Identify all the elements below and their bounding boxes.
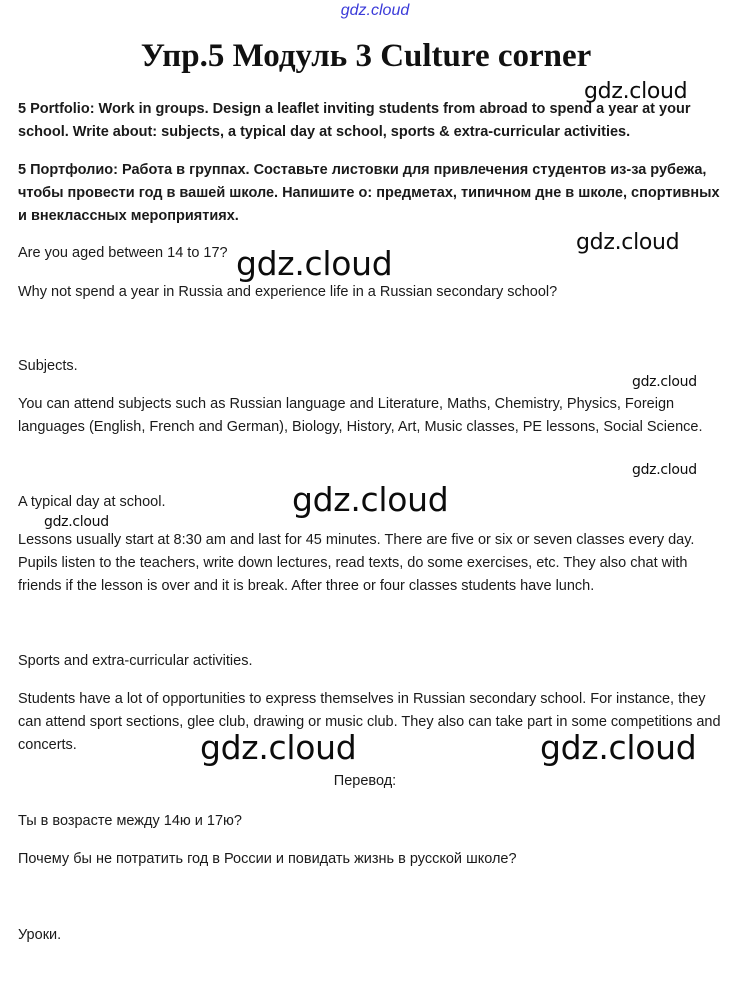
watermark: gdz.cloud [540,728,697,767]
sports-text: Students have a lot of opportunities to express themselves in Russian secondary school. For instance, they can attend sport sections, glee club, drawing or music club. They also can take part in some competitions and concerts. [18,691,721,753]
ru-subjects-heading: Уроки. [18,927,62,943]
watermark: gdz.cloud [292,480,449,519]
watermark: gdz.cloud [200,728,357,767]
question-year-in-russia: Why not spend a year in Russia and experience life in a Russian secondary school? [18,284,558,300]
watermark: gdz.cloud [44,514,109,530]
subjects-heading: Subjects. [18,358,78,374]
question-age: Are you aged between 14 to 17? [18,245,228,261]
watermark: gdz.cloud [632,374,697,390]
typical-day-heading: A typical day at school. [18,494,166,510]
watermark: gdz.cloud [632,462,697,478]
watermark: gdz.cloud [584,79,688,104]
sports-heading: Sports and extra-curricular activities. [18,653,253,669]
page-title: Упр.5 Модуль 3 Culture corner [140,38,592,74]
subjects-text: You can attend subjects such as Russian language and Literature, Maths, Chemistry, Physics, Foreign languages (English, French and German), Biology, History, Art, Music classes, PE lessons, Social Science. [18,396,703,435]
translation-label: Перевод: [333,773,397,789]
watermark: gdz.cloud [236,244,393,283]
task-english: 5 Portfolio: Work in groups. Design a leaflet inviting students from abroad to spend a year at your school. Write about: subjects, a typical day at school, sports & extra-curricular activities. [18,101,691,140]
task-russian: 5 Портфолио: Работа в группах. Составьте листовки для привлечения студентов из-за рубежа, чтобы провести год в вашей школе. Напишите о: предметах, типичном дне в школе, спортивных и внеклассных мероприятиях. [18,162,720,224]
watermark-top: gdz.cloud [340,2,410,19]
watermark: gdz.cloud [576,230,680,255]
ru-question-age: Ты в возрасте между 14ю и 17ю? [18,813,242,829]
typical-day-text: Lessons usually start at 8:30 am and last for 45 minutes. There are five or six or seven classes every day. Pupils listen to the teachers, write down lectures, read texts, do some exercises, etc. They also chat with friends if the lesson is over and it is break. After three or four classes students have lunch. [18,532,695,594]
ru-question-year: Почему бы не потратить год в России и повидать жизнь в русской школе? [18,851,517,867]
